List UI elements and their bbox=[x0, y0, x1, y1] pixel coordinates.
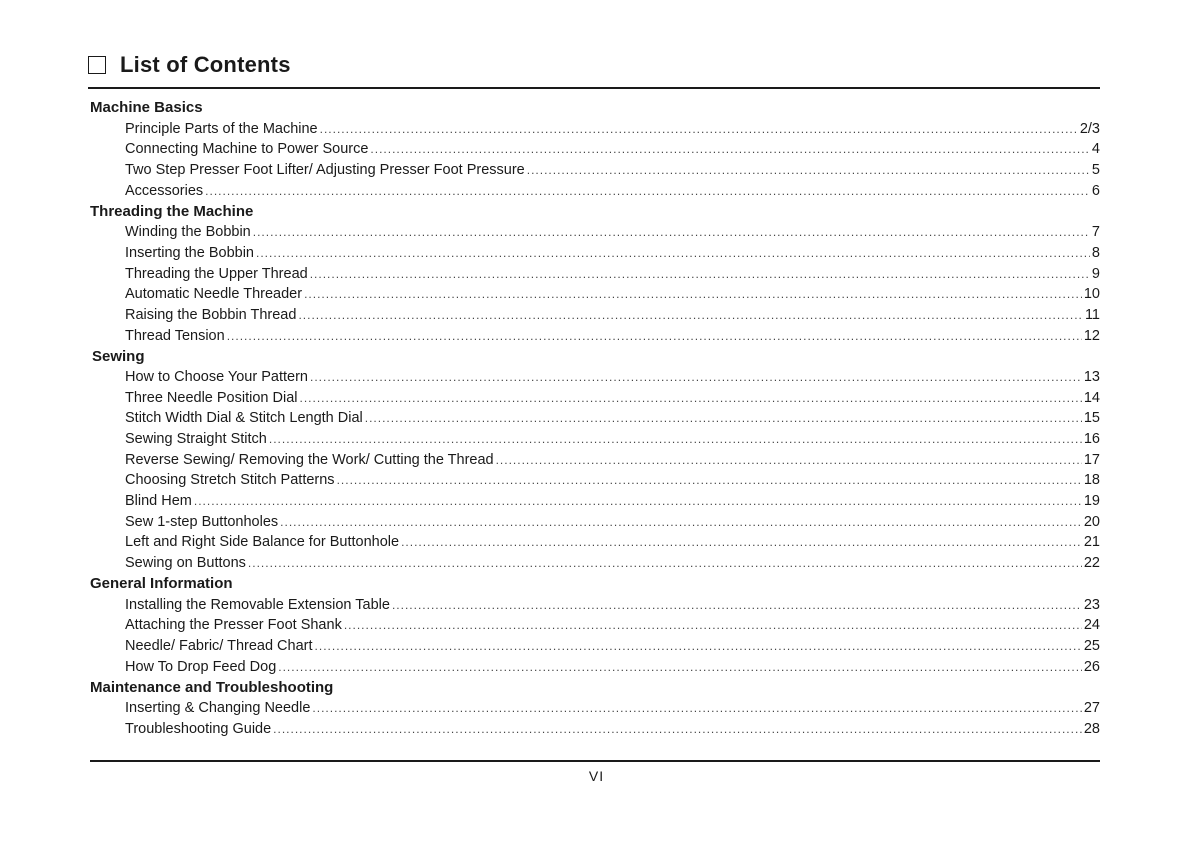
toc-entry-label: Sewing Straight Stitch bbox=[125, 431, 267, 447]
toc-entry-page: 19 bbox=[1083, 493, 1100, 510]
toc-entry-page: 22 bbox=[1083, 555, 1100, 572]
dot-leader bbox=[256, 243, 1090, 264]
toc-entry[interactable] bbox=[90, 450, 1100, 471]
toc-entry[interactable] bbox=[90, 636, 1100, 657]
dot-leader bbox=[315, 636, 1082, 657]
toc-entry-page: 17 bbox=[1083, 451, 1100, 468]
toc-entry-label: Troubleshooting Guide bbox=[125, 720, 272, 737]
toc-entry-label: How To Drop Feed Dog bbox=[125, 658, 277, 675]
dot-leader bbox=[248, 553, 1082, 574]
toc-entry-page: 20 bbox=[1083, 513, 1100, 530]
toc-entry[interactable] bbox=[90, 305, 1100, 326]
toc-entry[interactable] bbox=[90, 532, 1100, 553]
toc-entry[interactable] bbox=[90, 719, 1100, 740]
dot-leader bbox=[337, 470, 1082, 491]
dot-leader bbox=[310, 264, 1090, 285]
toc-entry-page: 6 bbox=[1091, 182, 1100, 199]
dot-leader bbox=[273, 719, 1082, 740]
toc-entry-page: 25 bbox=[1083, 637, 1100, 654]
toc-entry[interactable] bbox=[90, 326, 1100, 347]
dot-leader bbox=[310, 367, 1082, 388]
page-number: VI bbox=[588, 768, 605, 784]
dot-leader bbox=[227, 326, 1082, 347]
toc-entry-label: Needle/ Fabric/ Thread Chart bbox=[125, 637, 313, 654]
toc-entry-page: 27 bbox=[1083, 699, 1100, 716]
toc-entry[interactable] bbox=[90, 553, 1100, 574]
page-header bbox=[88, 52, 291, 78]
toc-entry-label: Thread Tension bbox=[125, 327, 225, 344]
toc-entry-page: 4 bbox=[1091, 141, 1100, 158]
toc-entry-page: 26 bbox=[1083, 658, 1100, 675]
toc-entry-label: Inserting the Bobbin bbox=[125, 244, 254, 261]
dot-leader bbox=[205, 181, 1090, 202]
toc-entry-label: Accessories bbox=[125, 182, 204, 199]
toc-entry[interactable] bbox=[90, 615, 1100, 636]
toc-entry[interactable] bbox=[90, 222, 1100, 243]
dot-leader bbox=[304, 284, 1082, 305]
dot-leader bbox=[299, 388, 1081, 409]
toc-entry-label: Threading the Upper Thread bbox=[125, 265, 308, 282]
toc-entry-label: Attaching the Presser Foot Shank bbox=[125, 617, 342, 634]
toc-entry-page: 8 bbox=[1091, 244, 1100, 261]
toc-entry[interactable] bbox=[90, 491, 1100, 512]
toc-entry-page: 28 bbox=[1083, 720, 1100, 737]
toc-entry[interactable] bbox=[90, 139, 1100, 160]
dot-leader bbox=[344, 615, 1082, 636]
toc-entry-label: Three Needle Position Dial bbox=[125, 389, 298, 406]
toc-entry[interactable] bbox=[90, 470, 1100, 491]
toc-entry-page: 21 bbox=[1083, 534, 1100, 551]
toc-entry-page: 23 bbox=[1083, 596, 1100, 613]
dot-leader bbox=[298, 305, 1083, 326]
toc-entry-page: 15 bbox=[1083, 410, 1100, 427]
toc-entry-label: Sewing on Buttons bbox=[125, 555, 246, 572]
toc-entry-label: Two Step Presser Foot Lifter/ Adjusting Presser Foot Pressure bbox=[125, 162, 525, 179]
top-divider bbox=[88, 87, 1100, 89]
toc-entry-label: Blind Hem bbox=[125, 493, 192, 510]
page-title: List of Contents bbox=[120, 52, 291, 77]
dot-leader bbox=[280, 512, 1082, 533]
toc-entry[interactable] bbox=[90, 367, 1100, 388]
table-of-contents bbox=[90, 98, 1100, 739]
toc-entry-label: Automatic Needle Threader bbox=[125, 286, 303, 303]
toc-entry-page: 7 bbox=[1091, 224, 1100, 241]
toc-entry-page: 24 bbox=[1083, 617, 1100, 634]
toc-entry-label: Principle Parts of the Machine bbox=[125, 120, 318, 137]
toc-entry-page: 12 bbox=[1083, 327, 1100, 344]
toc-entry[interactable] bbox=[90, 388, 1100, 409]
toc-entry-page: 18 bbox=[1083, 472, 1100, 489]
dot-leader bbox=[312, 698, 1081, 719]
dot-leader bbox=[527, 160, 1090, 181]
toc-entry[interactable] bbox=[90, 264, 1100, 285]
toc-entry[interactable] bbox=[90, 512, 1100, 533]
dot-leader bbox=[278, 657, 1082, 678]
toc-entry[interactable] bbox=[90, 429, 1100, 450]
toc-entry-page: 10 bbox=[1083, 286, 1100, 303]
bottom-divider bbox=[90, 760, 1100, 762]
toc-entry-label: Winding the Bobbin bbox=[125, 224, 251, 241]
toc-entry-page: 11 bbox=[1084, 306, 1100, 323]
dot-leader bbox=[365, 408, 1082, 429]
toc-entry-label: Left and Right Side Balance for Buttonhole bbox=[125, 534, 400, 551]
toc-entry-label: Inserting & Changing Needle bbox=[125, 699, 311, 716]
dot-leader bbox=[194, 491, 1082, 512]
toc-entry-page: 2/3 bbox=[1079, 120, 1100, 137]
dot-leader bbox=[392, 595, 1082, 616]
section-heading: Sewing bbox=[92, 347, 145, 365]
toc-entry[interactable] bbox=[90, 160, 1100, 181]
toc-entry[interactable] bbox=[90, 595, 1100, 616]
toc-entry[interactable] bbox=[90, 181, 1100, 202]
toc-entry[interactable] bbox=[90, 243, 1100, 264]
checkbox-icon bbox=[88, 56, 106, 74]
toc-entry[interactable] bbox=[90, 698, 1100, 719]
toc-entry-label: How to Choose Your Pattern bbox=[125, 368, 308, 385]
section-heading: Threading the Machine bbox=[90, 202, 254, 220]
toc-entry-label: Installing the Removable Extension Table bbox=[125, 596, 390, 613]
toc-entry[interactable] bbox=[90, 119, 1100, 140]
toc-entry-label: Stitch Width Dial & Stitch Length Dial bbox=[125, 410, 363, 427]
toc-entry[interactable] bbox=[90, 284, 1100, 305]
toc-entry-label: Connecting Machine to Power Source bbox=[125, 141, 369, 158]
toc-entry-label: Choosing Stretch Stitch Patterns bbox=[125, 472, 335, 489]
toc-entry-label: Sew 1-step Buttonholes bbox=[125, 513, 279, 530]
toc-entry[interactable] bbox=[90, 657, 1100, 678]
toc-entry-label: Raising the Bobbin Thread bbox=[125, 306, 297, 323]
toc-entry-page: 5 bbox=[1091, 162, 1100, 179]
toc-entry-label: Reverse Sewing/ Removing the Work/ Cutting the Thread bbox=[125, 451, 494, 468]
toc-entry-page: 16 bbox=[1083, 431, 1100, 447]
section-heading: General Information bbox=[90, 575, 233, 593]
dot-leader bbox=[320, 119, 1078, 140]
section-heading: Maintenance and Troubleshooting bbox=[90, 678, 334, 696]
toc-entry-page: 9 bbox=[1091, 265, 1100, 282]
dot-leader bbox=[253, 222, 1090, 243]
dot-leader bbox=[401, 532, 1082, 553]
toc-entry-page: 13 bbox=[1083, 368, 1100, 385]
section-heading: Machine Basics bbox=[90, 99, 203, 117]
dot-leader bbox=[496, 450, 1082, 471]
dot-leader bbox=[269, 429, 1082, 450]
dot-leader bbox=[370, 139, 1090, 160]
toc-entry-page: 14 bbox=[1083, 389, 1100, 406]
toc-entry[interactable] bbox=[90, 408, 1100, 429]
